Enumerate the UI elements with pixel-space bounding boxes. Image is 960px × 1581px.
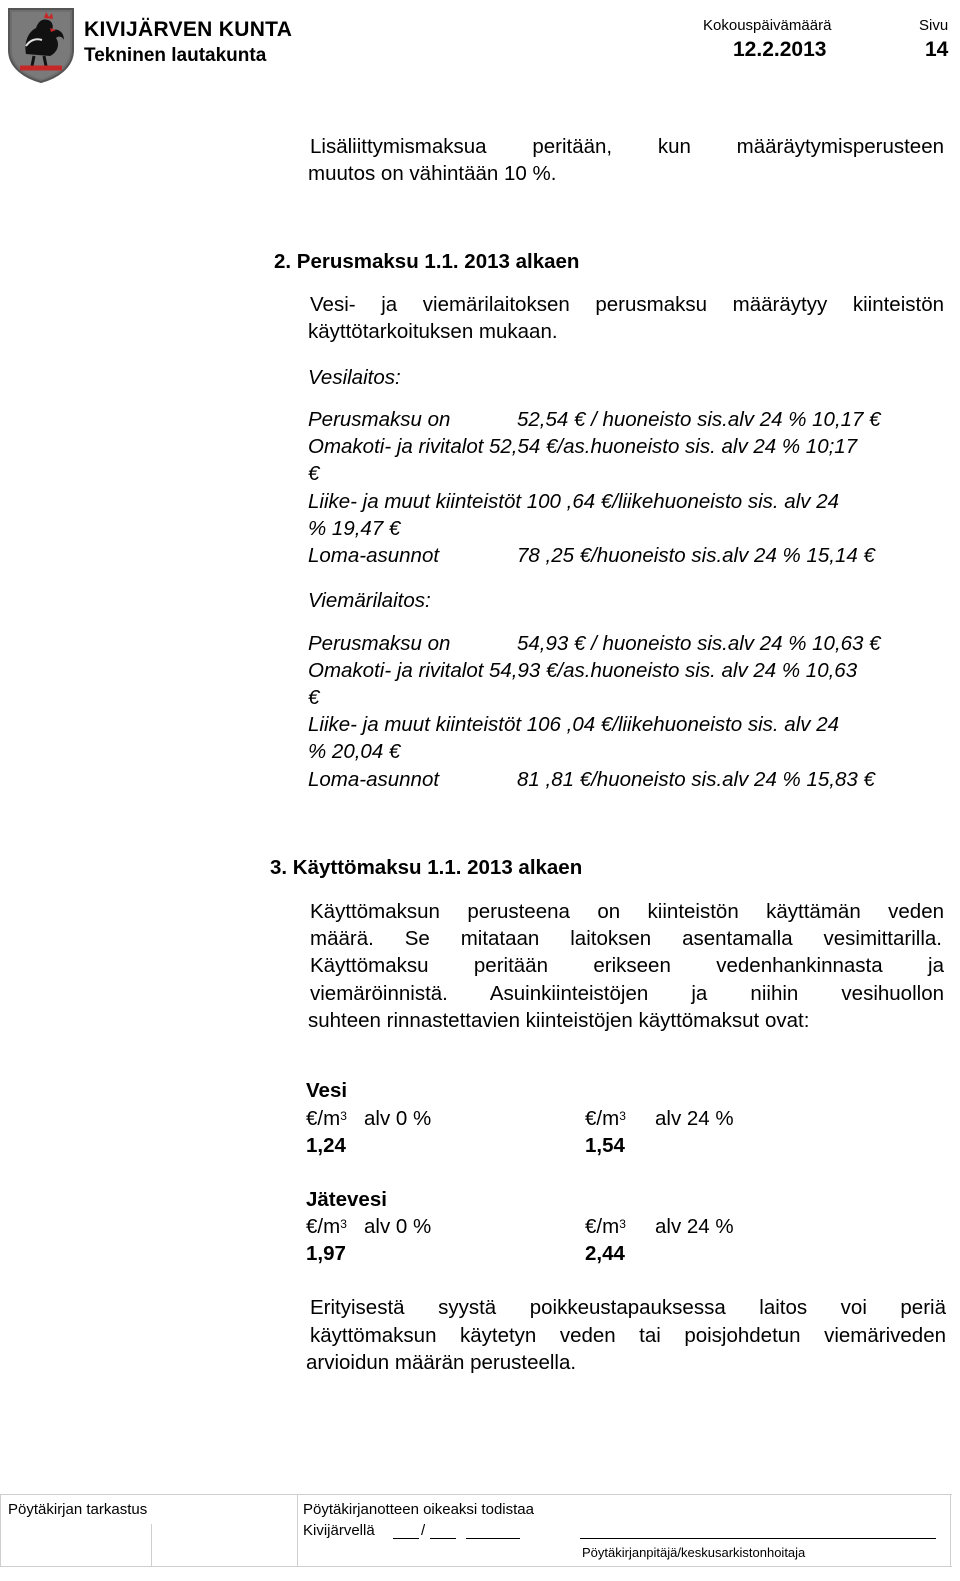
vesi-col1-value: 1,24 bbox=[306, 1134, 346, 1157]
jatevesi-title: Jätevesi bbox=[306, 1188, 387, 1211]
viemarilaitos-row-value: 54,93 € / huoneisto sis.alv 24 % 10,63 € bbox=[517, 632, 881, 655]
viemarilaitos-row-label: Perusmaksu on bbox=[308, 632, 451, 655]
vesilaitos-row-label: Loma-asunnot bbox=[308, 544, 440, 567]
vesilaitos-row-value: 52,54 €/as.huoneisto sis. alv 24 % 10;17 bbox=[489, 435, 858, 458]
jatevesi-col2-label: alv 24 % bbox=[655, 1215, 734, 1238]
intro-line-1: Lisäliittymismaksua peritään, kun määräytymisperusteen bbox=[310, 135, 944, 158]
vesi-unit-col1: $€/m^3$ bbox=[306, 1107, 347, 1130]
footer-place: Kivijärvellä bbox=[303, 1522, 375, 1539]
vesi-title: Vesi bbox=[306, 1079, 348, 1102]
municipal-coat-of-arms-logo bbox=[6, 6, 76, 84]
vesilaitos-row-label: Omakoti- ja rivitalot bbox=[308, 435, 484, 458]
vesilaitos-row-label: % 19,47 € bbox=[308, 517, 401, 540]
jatevesi-col1-label: alv 0 % bbox=[364, 1215, 432, 1238]
section-2-paragraph-line-2: käyttötarkoituksen mukaan. bbox=[308, 320, 558, 343]
vesi-col2-value: 1,54 bbox=[585, 1134, 625, 1157]
footer-day-blank bbox=[393, 1538, 419, 1539]
viemarilaitos-row-label: % 20,04 € bbox=[308, 740, 401, 763]
footer-divider bbox=[151, 1524, 152, 1567]
section-2-heading: 2. Perusmaksu 1.1. 2013 alkaen bbox=[274, 250, 580, 273]
viemarilaitos-title: Viemärilaitos: bbox=[308, 589, 431, 612]
meeting-date-value: 12.2.2013 bbox=[733, 38, 827, 61]
footer-right-border bbox=[950, 1494, 951, 1567]
jatevesi-col1-value: 1,97 bbox=[306, 1242, 346, 1265]
meeting-date-label: Kokouspäivämäärä bbox=[703, 17, 832, 34]
vesilaitos-row-value: 78 ,25 €/huoneisto sis.alv 24 % 15,14 € bbox=[517, 544, 875, 567]
footer-signature-line bbox=[580, 1538, 936, 1539]
final-paragraph-line: käyttömaksun käytetyn veden tai poisjohdetun viemäriveden bbox=[310, 1324, 946, 1347]
committee-name: Tekninen lautakunta bbox=[84, 45, 267, 66]
viemarilaitos-row-label: Omakoti- ja rivitalot bbox=[308, 659, 484, 682]
vesilaitos-row-value: 52,54 € / huoneisto sis.alv 24 % 10,17 € bbox=[517, 408, 881, 431]
viemarilaitos-row-value: 81 ,81 €/huoneisto sis.alv 24 % 15,83 € bbox=[517, 768, 875, 791]
vesilaitos-row-label: Perusmaksu on bbox=[308, 408, 451, 431]
footer-left-border bbox=[0, 1494, 1, 1567]
section-3-paragraph-line: Käyttömaksu peritään erikseen vedenhankinnasta ja bbox=[310, 954, 944, 977]
section-3-heading: 3. Käyttömaksu 1.1. 2013 alkaen bbox=[270, 856, 583, 879]
page-label: Sivu bbox=[919, 17, 949, 34]
vesilaitos-row-label: € bbox=[308, 462, 320, 485]
footer-certify-title: Pöytäkirjanotteen oikeaksi todistaa bbox=[303, 1501, 534, 1518]
vesi-col1-label: alv 0 % bbox=[364, 1107, 432, 1130]
section-3-paragraph-line: viemäröinnistä. Asuinkiinteistöjen ja niihin vesihuollon bbox=[310, 982, 944, 1005]
footer-bottom-border bbox=[0, 1566, 952, 1567]
footer-month-blank bbox=[430, 1538, 456, 1539]
footer-signer-title: Pöytäkirjanpitäjä/keskusarkistonhoitaja bbox=[582, 1545, 806, 1560]
footer-date-slash: / bbox=[421, 1522, 426, 1539]
vesi-unit-col2: $€/m^3$ bbox=[585, 1107, 626, 1130]
jatevesi-unit-col2: $€/m^3$ bbox=[585, 1215, 626, 1238]
vesilaitos-title: Vesilaitos: bbox=[308, 366, 401, 389]
viemarilaitos-row-label: Liike- ja muut kiinteistöt 106 ,04 €/liikehuoneisto sis. alv 24 bbox=[308, 713, 840, 736]
section-3-paragraph-line: Käyttömaksun perusteena on kiinteistön käyttämän veden bbox=[310, 900, 944, 923]
jatevesi-col2-value: 2,44 bbox=[585, 1242, 625, 1265]
section-3-paragraph-line: määrä. Se mitataan laitoksen asentamalla vesimittarilla. bbox=[310, 927, 942, 950]
final-paragraph-line: arvioidun määrän perusteella. bbox=[306, 1351, 577, 1374]
section-2-paragraph-line-1: Vesi- ja viemärilaitoksen perusmaksu määräytyy kiinteistön bbox=[310, 293, 944, 316]
viemarilaitos-row-label: € bbox=[308, 686, 320, 709]
vesilaitos-row-label: Liike- ja muut kiinteistöt 100 ,64 €/liikehuoneisto sis. alv 24 bbox=[308, 490, 840, 513]
organization-name: KIVIJÄRVEN KUNTA bbox=[84, 18, 293, 41]
viemarilaitos-row-value: 54,93 €/as.huoneisto sis. alv 24 % 10,63 bbox=[489, 659, 858, 682]
intro-line-2: muutos on vähintään 10 %. bbox=[308, 162, 557, 185]
footer-year-blank bbox=[466, 1538, 520, 1539]
footer-divider bbox=[297, 1494, 298, 1567]
vesi-col2-label: alv 24 % bbox=[655, 1107, 734, 1130]
footer-top-border bbox=[0, 1494, 952, 1495]
page-number: 14 bbox=[925, 38, 949, 61]
viemarilaitos-row-label: Loma-asunnot bbox=[308, 768, 440, 791]
section-3-paragraph-line: suhteen rinnastettavien kiinteistöjen käyttömaksut ovat: bbox=[308, 1009, 810, 1032]
footer-review-title: Pöytäkirjan tarkastus bbox=[8, 1501, 148, 1518]
final-paragraph-line: Erityisestä syystä poikkeustapauksessa laitos voi periä bbox=[310, 1296, 946, 1319]
jatevesi-unit-col1: $€/m^3$ bbox=[306, 1215, 347, 1238]
